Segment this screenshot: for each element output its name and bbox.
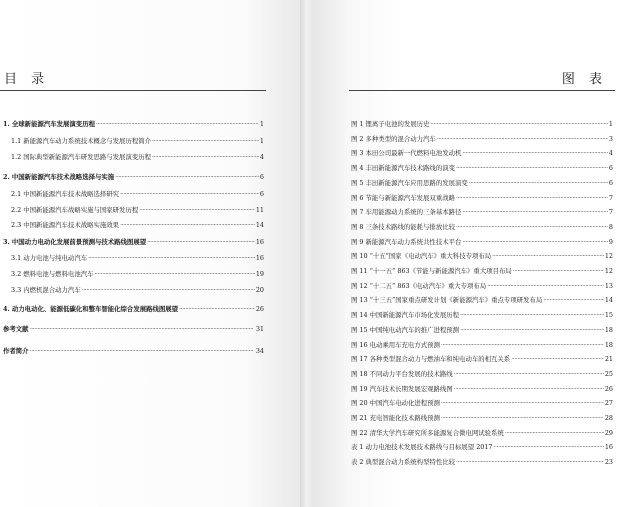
figures-entry-leader-dots — [454, 386, 604, 392]
figures-entry-page-number: 7 — [608, 194, 613, 202]
figures-entry-title: 图 12 “十二五” 863《电动汽车》重大专项布局 — [351, 282, 487, 290]
figures-entry-leader-dots — [430, 121, 607, 127]
contents-entry-leader-dots — [95, 271, 255, 277]
figures-entry-page-number: 3 — [608, 135, 613, 143]
contents-entry[interactable] — [3, 306, 264, 312]
figures-title: 图 表 — [561, 72, 607, 87]
figures-entry[interactable] — [351, 459, 613, 465]
contents-entry-title: 2.2 中国新能源汽车战略实施与国家研发历程 — [11, 206, 139, 214]
figures-entry[interactable] — [351, 430, 613, 436]
contents-entry[interactable] — [3, 287, 264, 293]
figures-entry-leader-dots — [456, 459, 604, 465]
figures-entry-leader-dots — [493, 444, 603, 450]
figures-entry-page-number: 18 — [604, 326, 613, 334]
contents-entry-title: 3.3 内燃机混合动力汽车 — [11, 286, 81, 294]
figures-entry-title: 图 16 电动乘用车充电方式预测 — [351, 341, 440, 349]
figures-entry-leader-dots — [456, 195, 608, 201]
contents-title-rule — [0, 90, 266, 91]
figures-entry-page-number: 8 — [608, 223, 613, 231]
figures-entry-title: 图 1 锂离子电池的发展历史 — [351, 120, 430, 128]
figures-entry-leader-dots — [460, 327, 604, 333]
figures-entry-page-number: 4 — [608, 149, 613, 157]
contents-title: 目 录 — [4, 72, 50, 87]
figures-entry-title: 图 8 三条技术路线的能耗与排放比较 — [351, 223, 455, 231]
figures-entry[interactable] — [351, 356, 613, 362]
figures-entry-page-number: 13 — [604, 282, 613, 290]
contents-entry-leader-dots — [88, 255, 255, 261]
contents-entry-title: 4. 动力电动化、能源低碳化和整车智能化综合发展路线图展望 — [3, 305, 179, 313]
figures-entry[interactable] — [351, 415, 613, 421]
contents-entry-title: 2.1 中国新能源汽车技术战略选择研究 — [11, 190, 120, 198]
contents-entry[interactable] — [3, 138, 264, 144]
contents-entry-leader-dots — [96, 121, 259, 127]
contents-entry[interactable] — [3, 271, 264, 277]
contents-entry[interactable] — [3, 326, 264, 332]
contents-entry-title: 3.2 燃料电池与燃料电池汽车 — [11, 270, 94, 278]
figures-entry-page-number: 16 — [604, 443, 613, 451]
figures-entry-page-number: 28 — [604, 414, 613, 422]
contents-entry[interactable] — [3, 222, 264, 228]
figures-entry[interactable] — [351, 195, 613, 201]
figures-entry-leader-dots — [460, 312, 604, 318]
figures-entry[interactable] — [351, 283, 613, 289]
figures-entry-leader-dots — [462, 150, 608, 156]
figures-page — [313, 0, 617, 507]
figures-entry-title: 表 1 动力电池技术发展技术路线与目标展望 2017 — [351, 443, 493, 451]
figures-entry-leader-dots — [462, 209, 608, 215]
figures-entry-page-number: 23 — [604, 458, 613, 466]
contents-entry-page-number: 6 — [259, 190, 264, 198]
figures-entry-title: 图 15 中国纯电动汽车的推广进程预测 — [351, 326, 460, 334]
contents-entry-title: 3. 中国动力电动化发展前景预测与技术路线图展望 — [3, 238, 147, 246]
contents-entry-page-number: 14 — [255, 221, 264, 229]
figures-entry-title: 图 9 新能源汽车动力系统共性技术平台 — [351, 238, 462, 246]
figures-entry-title: 图 4 丰田新能源汽车技术路线的演变 — [351, 164, 455, 172]
contents-entry[interactable] — [3, 348, 264, 354]
contents-entry[interactable] — [3, 154, 264, 160]
figures-entry-leader-dots — [543, 297, 604, 303]
figures-entry[interactable] — [351, 180, 613, 186]
contents-entry[interactable] — [3, 239, 264, 245]
contents-entry-page-number: 4 — [259, 153, 264, 161]
figures-entry[interactable] — [351, 150, 613, 156]
contents-entry-leader-dots — [115, 174, 259, 180]
contents-entry-title: 1. 全球新能源汽车发展演变历程 — [3, 120, 95, 128]
contents-entry-title: 3.1 动力电池与纯电动汽车 — [11, 254, 88, 262]
figures-entry-title: 图 10 “十五”国家《电动汽车》重大科技专项布局 — [351, 252, 492, 260]
figures-entry[interactable] — [351, 136, 613, 142]
figures-entry-title: 表 2 典型混合动力系统构型特性比较 — [351, 458, 455, 466]
figures-entry-title: 图 14 中国新能源汽车市场化发展历程 — [351, 311, 460, 319]
contents-entry-page-number: 20 — [255, 286, 264, 294]
figures-entry-leader-dots — [441, 400, 604, 406]
figures-entry[interactable] — [351, 224, 613, 230]
figures-title-rule — [349, 90, 615, 91]
figures-entry-title: 图 7 车用能源动力系统的三条基本路径 — [351, 208, 462, 216]
figures-entry-page-number: 26 — [604, 385, 613, 393]
contents-entry-leader-dots — [139, 207, 255, 213]
contents-page — [0, 0, 302, 507]
figures-entry-title: 图 2 多种类型的混合动力汽车 — [351, 135, 436, 143]
figures-entry-leader-dots — [437, 136, 608, 142]
contents-entry-page-number: 31 — [255, 325, 264, 333]
figures-entry-title: 图 6 节能与新能源汽车发展双重战略 — [351, 194, 455, 202]
figures-entry-title: 图 20 中国汽车电动化进程预测 — [351, 399, 440, 407]
figures-entry-title: 图 3 本田公司最新一代燃料电池发动机 — [351, 149, 462, 157]
figures-entry[interactable] — [351, 253, 613, 259]
figures-entry[interactable] — [351, 386, 613, 392]
figures-entry-title: 图 11 “十一五” 863《节能与新能源汽车》重大项目布局 — [351, 267, 512, 275]
contents-entry-leader-dots — [30, 348, 255, 354]
contents-entry-page-number: 34 — [255, 347, 264, 355]
figures-entry[interactable] — [351, 121, 613, 127]
contents-entry[interactable] — [3, 121, 264, 127]
figures-entry[interactable] — [351, 239, 613, 245]
contents-entry-leader-dots — [147, 239, 255, 245]
figures-entry[interactable] — [351, 312, 613, 318]
contents-entry-title: 作者简介 — [3, 347, 29, 355]
figures-entry-title: 图 5 丰田新能源汽车应用思路的发展演变 — [351, 179, 468, 187]
figures-entry-leader-dots — [469, 180, 608, 186]
figures-entry[interactable] — [351, 400, 613, 406]
figures-entry-title: 图 18 不同动力平台发展的技术路线 — [351, 370, 453, 378]
figures-entry-title: 图 19 汽车技术长期发展宏观路线图 — [351, 385, 453, 393]
contents-entry-leader-dots — [82, 287, 255, 293]
figures-entry-title: 图 13 “十三五”国家重点研发计划《新能源汽车》重点专项研发布局 — [351, 296, 543, 304]
figures-entry-leader-dots — [441, 342, 604, 348]
figures-entry-leader-dots — [505, 430, 604, 436]
contents-entry-title: 参考文献 — [3, 325, 29, 333]
figures-entry[interactable] — [351, 444, 613, 450]
contents-entry-page-number: 1 — [259, 137, 264, 145]
figures-entry-title: 图 21 充电智能化技术路线预测 — [351, 414, 440, 422]
contents-entry-leader-dots — [30, 326, 255, 332]
figures-entry-page-number: 6 — [608, 179, 613, 187]
figures-entry-leader-dots — [487, 283, 604, 289]
contents-entry-page-number: 1 — [259, 120, 264, 128]
figures-entry-page-number: 18 — [604, 341, 613, 349]
figures-entry[interactable] — [351, 268, 613, 274]
figures-entry[interactable] — [351, 371, 613, 377]
contents-entry-title: 2. 中国新能源汽车技术战略选择与实施 — [3, 173, 115, 181]
figures-entry-leader-dots — [492, 253, 604, 259]
contents-entry-page-number: 6 — [259, 173, 264, 181]
figures-entry-page-number: 12 — [604, 252, 613, 260]
figures-entry[interactable] — [351, 209, 613, 215]
figures-entry[interactable] — [351, 342, 613, 348]
figures-entry-page-number: 21 — [604, 355, 613, 363]
contents-entry-page-number: 16 — [255, 238, 264, 246]
contents-entry-title: 1.2 国际典型新能源汽车研发思路与发展演变历程 — [11, 153, 152, 161]
figures-entry-page-number: 27 — [604, 399, 613, 407]
contents-entry[interactable] — [3, 174, 264, 180]
figures-entry[interactable] — [351, 327, 613, 333]
figures-entry-leader-dots — [454, 371, 604, 377]
contents-entry-leader-dots — [152, 138, 259, 144]
figures-entry[interactable] — [351, 165, 613, 171]
figures-entry-page-number: 1 — [608, 120, 613, 128]
contents-entry-title: 2.3 中国新能源汽车技术战略实施效果 — [11, 221, 120, 229]
figures-entry-title: 图 17 各种类型混合动力与燃油车和纯电动车的相互关系 — [351, 355, 511, 363]
figures-entry-leader-dots — [462, 239, 608, 245]
figures-entry-page-number: 29 — [604, 429, 613, 437]
contents-entry-leader-dots — [120, 191, 259, 197]
contents-entry[interactable] — [3, 207, 264, 213]
figures-entry-page-number: 14 — [604, 296, 613, 304]
figures-entry-leader-dots — [441, 415, 604, 421]
figures-entry-leader-dots — [456, 165, 608, 171]
contents-entry-leader-dots — [120, 222, 255, 228]
figures-entry-leader-dots — [513, 268, 604, 274]
figures-entry-page-number: 9 — [608, 238, 613, 246]
figures-entry-page-number: 6 — [608, 164, 613, 172]
figures-entry-page-number: 7 — [608, 208, 613, 216]
figures-entry-leader-dots — [511, 356, 604, 362]
contents-entry[interactable] — [3, 191, 264, 197]
figures-entry-leader-dots — [456, 224, 608, 230]
contents-entry-page-number: 11 — [255, 206, 264, 214]
figures-entry-page-number: 12 — [604, 267, 613, 275]
contents-entry-leader-dots — [179, 306, 255, 312]
contents-entry-title: 1.1 新能源汽车动力系统技术概念与发展历程简介 — [11, 137, 152, 145]
figures-entry-page-number: 15 — [604, 311, 613, 319]
contents-entry-page-number: 16 — [255, 254, 264, 262]
contents-entry-page-number: 26 — [255, 305, 264, 313]
figures-entry[interactable] — [351, 297, 613, 303]
contents-entry-leader-dots — [152, 154, 259, 160]
figures-entry-title: 图 22 清华大学汽车研究所多能源复合微电网试验系统 — [351, 429, 504, 437]
figures-entry-page-number: 25 — [604, 370, 613, 378]
contents-entry[interactable] — [3, 255, 264, 261]
contents-entry-page-number: 19 — [255, 270, 264, 278]
